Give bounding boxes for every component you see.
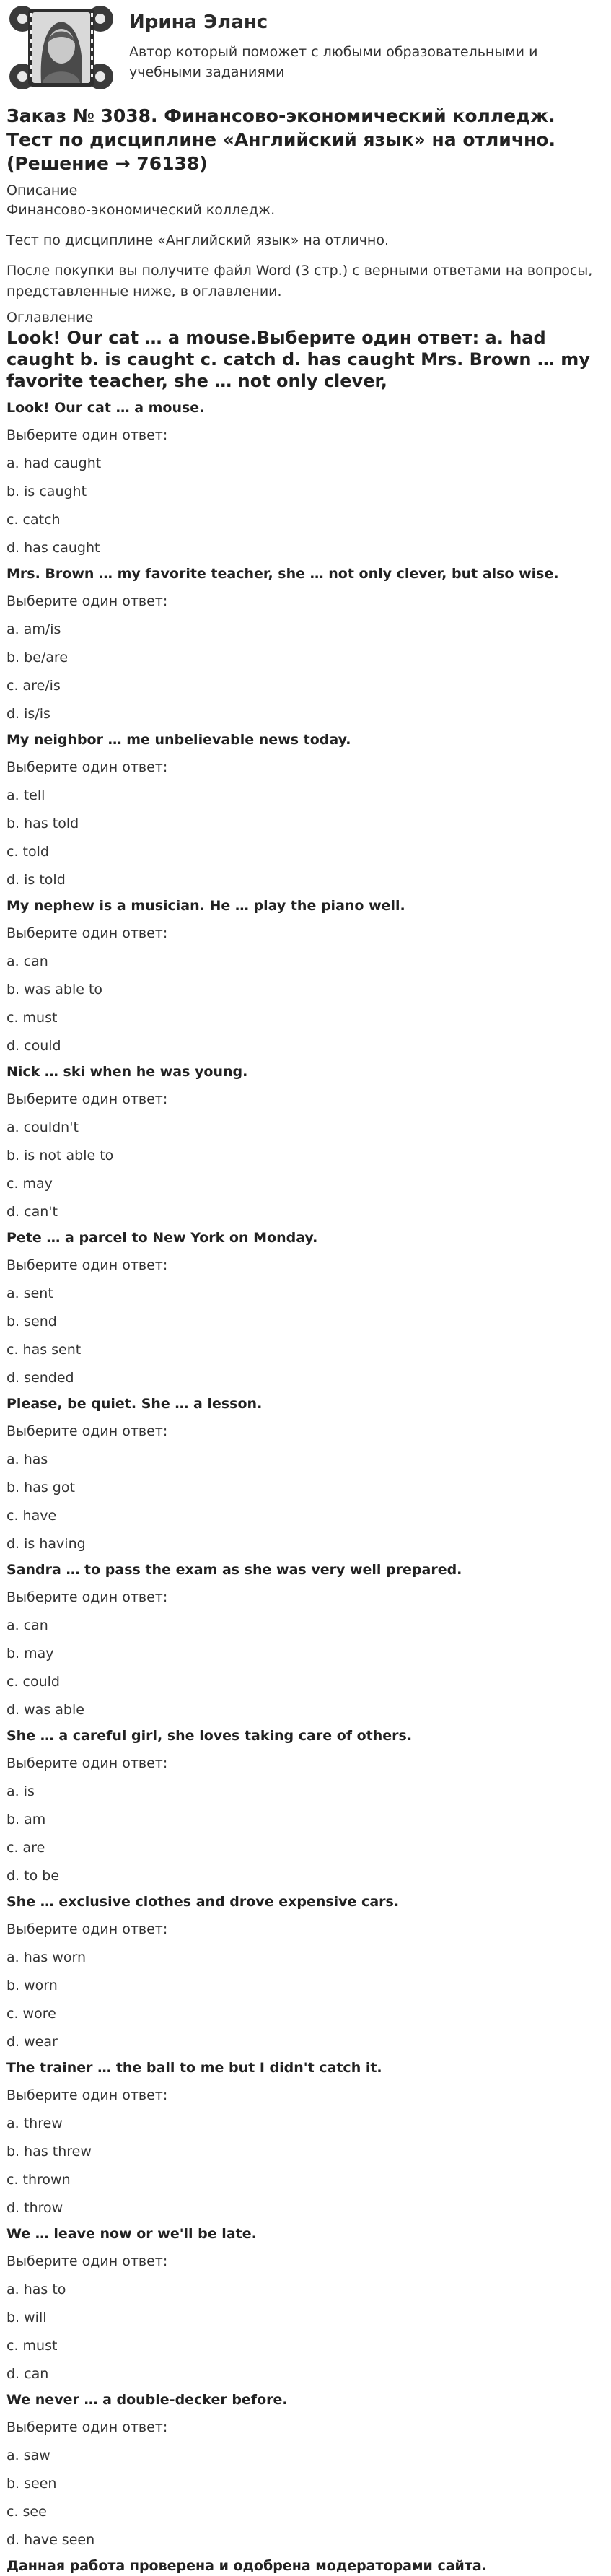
question-prompt: Выберите один ответ:: [6, 759, 168, 775]
question-prompt: Выберите один ответ:: [6, 1257, 168, 1273]
question-prompt: Выберите один ответ:: [6, 1091, 168, 1107]
answer-option: c. have: [6, 1508, 57, 1524]
answer-option: b. may: [6, 1646, 54, 1662]
question-prompt: Выберите один ответ:: [6, 1755, 168, 1771]
answer-option: c. catch: [6, 512, 61, 528]
question-title: Look! Our cat … a mouse.: [6, 400, 205, 416]
author-avatar: [6, 3, 116, 92]
answer-option: d. is/is: [6, 706, 50, 722]
question-title: Please, be quiet. She … a lesson.: [6, 1396, 263, 1412]
answer-option: b. worn: [6, 1978, 58, 1994]
question-prompt: Выберите один ответ:: [6, 2087, 168, 2103]
answer-option: d. is having: [6, 1536, 86, 1552]
toc-heading: Look! Our cat … a mouse.Выберите один ответ: a. had caught b. is caught c. catch d. has caught Mrs. Brown … my favorite teacher, she … not only clever,: [6, 328, 590, 391]
question-prompt: Выберите один ответ:: [6, 925, 168, 941]
author-info: [129, 3, 576, 82]
answer-option: b. send: [6, 1314, 57, 1330]
answer-option: a. am/is: [6, 621, 61, 637]
question-block: [6, 564, 605, 724]
moderation-note: Данная работа проверена и одобрена модераторами сайта.: [6, 2558, 487, 2574]
description-text-3: После покупки вы получите файл Word (3 стр.) с верными ответами на вопросы, представленные ниже, в оглавлении.: [6, 263, 593, 300]
answer-option: a. saw: [6, 2448, 50, 2463]
question-title: She … a careful girl, she loves taking care of others.: [6, 1728, 413, 1744]
question-prompt: Выберите один ответ:: [6, 1589, 168, 1605]
question-title: My nephew is a musician. He … play the piano well.: [6, 898, 405, 914]
answer-option: c. may: [6, 1176, 53, 1192]
answer-option: c. could: [6, 1674, 60, 1690]
answer-option: b. was able to: [6, 982, 103, 997]
question-title: She … exclusive clothes and drove expensive cars.: [6, 1894, 400, 1910]
answer-option: b. has got: [6, 1480, 75, 1496]
answer-option: b. seen: [6, 2476, 57, 2492]
answer-option: c. wore: [6, 2006, 56, 2022]
answer-option: d. has caught: [6, 540, 100, 556]
answer-option: b. will: [6, 2310, 47, 2326]
question-title: My neighbor … me unbelievable news today.: [6, 732, 351, 748]
answer-option: d. have seen: [6, 2532, 95, 2548]
answer-option: d. could: [6, 1038, 61, 1054]
answer-option: c. see: [6, 2504, 47, 2520]
answer-option: c. must: [6, 2338, 58, 2354]
author-description: Автор который поможет с любыми образовательными и учебными заданиями: [129, 44, 538, 80]
description-text-1: Финансово-экономический колледж.: [6, 202, 276, 218]
answer-option: a. is: [6, 1783, 35, 1799]
answer-option: d. wear: [6, 2034, 58, 2050]
answer-option: d. throw: [6, 2200, 63, 2216]
answer-option: c. thrown: [6, 2172, 71, 2188]
question-block: [6, 2390, 605, 2550]
answer-option: c. are: [6, 1840, 45, 1856]
answer-option: d. can't: [6, 1204, 58, 1220]
question-prompt: Выберите один ответ:: [6, 593, 168, 609]
question-prompt: Выберите один ответ:: [6, 1921, 168, 1937]
answer-option: a. sent: [6, 1285, 53, 1301]
answer-option: d. to be: [6, 1868, 60, 1884]
answer-option: c. must: [6, 1010, 58, 1026]
answer-option: a. has worn: [6, 1950, 87, 1965]
answer-option: b. has told: [6, 816, 79, 831]
answer-option: b. is caught: [6, 484, 87, 499]
answer-option: a. couldn't: [6, 1119, 79, 1135]
answer-option: d. was able: [6, 1702, 84, 1718]
answer-option: c. are/is: [6, 678, 61, 694]
question-prompt: Выберите один ответ:: [6, 427, 168, 443]
question-block: [6, 1560, 605, 1720]
answer-option: a. can: [6, 953, 48, 969]
answer-option: a. had caught: [6, 455, 102, 471]
answer-option: a. has to: [6, 2282, 66, 2297]
answer-option: a. can: [6, 1617, 48, 1633]
question-title: We never … a double-decker before.: [6, 2392, 288, 2408]
question-title: Mrs. Brown … my favorite teacher, she … not only clever, but also wise.: [6, 566, 559, 582]
toc-label: Оглавление: [6, 310, 94, 326]
question-prompt: Выберите один ответ:: [6, 1423, 168, 1439]
answer-option: d. is told: [6, 872, 66, 888]
question-block: [6, 1892, 605, 2052]
question-block: [6, 730, 605, 890]
question-block: [6, 398, 605, 558]
question-block: [6, 2058, 605, 2218]
question-prompt: Выберите один ответ:: [6, 2253, 168, 2269]
answer-option: c. has sent: [6, 1342, 82, 1358]
question-title: The trainer … the ball to me but I didn't catch it.: [6, 2060, 382, 2076]
question-title: Sandra … to pass the exam as she was very well prepared.: [6, 1562, 462, 1578]
description-label: Описание: [6, 183, 78, 198]
question-title: We … leave now or we'll be late.: [6, 2226, 257, 2242]
author-block: [6, 0, 605, 95]
answer-option: d. sended: [6, 1370, 74, 1386]
answer-option: a. threw: [6, 2116, 63, 2131]
question-list: [6, 398, 605, 2550]
answer-option: b. has threw: [6, 2144, 92, 2160]
question-block: [6, 2224, 605, 2384]
answer-option: a. has: [6, 1451, 48, 1467]
answer-option: d. can: [6, 2366, 49, 2382]
author-name[interactable]: Ирина Эланс: [129, 12, 268, 33]
question-prompt: Выберите один ответ:: [6, 2419, 168, 2435]
question-block: [6, 1062, 605, 1222]
question-block: [6, 896, 605, 1056]
answer-option: b. am: [6, 1812, 46, 1828]
answer-option: b. be/are: [6, 650, 69, 665]
answer-option: a. tell: [6, 787, 45, 803]
answer-option: c. told: [6, 844, 49, 860]
question-block: [6, 1228, 605, 1388]
question-block: [6, 1726, 605, 1886]
order-title: Заказ № 3038. Финансово-экономический колледж. Тест по дисциплине «Английский язык» на отлично. (Решение → 76138): [6, 105, 555, 174]
answer-option: b. is not able to: [6, 1148, 114, 1163]
question-title: Nick … ski when he was young.: [6, 1064, 248, 1080]
question-title: Pete … a parcel to New York on Monday.: [6, 1230, 318, 1246]
question-block: [6, 1394, 605, 1554]
description-text-2: Тест по дисциплине «Английский язык» на отлично.: [6, 232, 390, 248]
